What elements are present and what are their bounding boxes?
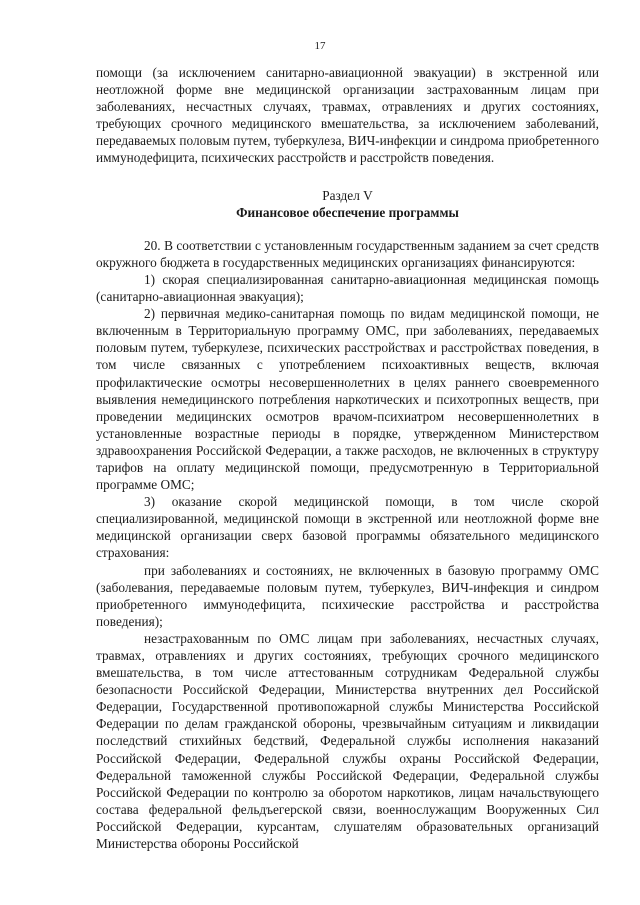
section-subtitle: Финансовое обеспечение программы [236,204,459,220]
document-body [96,64,599,852]
list-item-1: 1) скорая специализированная санитарно-авиационная медицинская помощь (санитарно-авиационная эвакуация); [96,271,599,305]
sub-paragraph-diseases: при заболеваниях и состояниях, не включенных в базовую программу ОМС (заболевания, передаваемые половым путем, туберкулез, ВИЧ-инфекция и синдром приобретенного иммунодефицита, психические расстройства и расстройства поведения); [96,562,599,629]
list-item-2: 2) первичная медико-санитарная помощь по видам медицинской помощи, не включенным в Территориальную программу ОМС, при заболеваниях, передаваемых половым путем, туберкулезе, психических расстройствах и расстройствах поведения, в том числе связанных с употреблением психоактивных веществ, включая профилактические осмотры несовершеннолетних в целях раннего своевременного выявления немедицинского потребления наркотических и психотропных веществ, при проведении медицинских осмотров врачом-психиатром несовершеннолетних в установленные возрастные периоды в порядке, утвержденном Министерством здравоохранения Российской Федерации, а также расходов, не включенных в структуру тарифов на оплату медицинской помощи, предусмотренную в Территориальной программе ОМС; [96,306,599,493]
section-title: Раздел V [322,187,373,203]
sub-paragraph-uninsured: незастрахованным по ОМС лицам при заболеваниях, несчастных случаях, травмах, отравлениях и других состояниях, требующих срочного медицинского вмешательства, в том числе аттестованным сотрудникам Федеральной службы безопасности Российской Федерации, Министерства внутренних дел Российской Федерации, Государственной противопожарной службы Министерства Российской Федерации по делам гражданской обороны, чрезвычайным ситуациям и ликвидации последствий стихийных бедствий, Федеральной службы исполнения наказаний Российской Федерации, Федеральной службы охраны Российской Федерации, Федеральной таможенной службы Российской Федерации, Федеральной службы Российской Федерации по контролю за оборотом наркотиков, лицам начальствующего состава федеральной фельдъегерской связи, военнослужащим Вооруженных Сил Российской Федерации, курсантам, слушателям образовательных организаций Министерства обороны Российской [96,630,599,852]
paragraph-20: 20. В соответствии с установленным государственным заданием за счет средств окружного бюджета в государственных медицинских организациях финансируются: [96,237,599,270]
page-number: 17 [314,40,326,52]
list-item-3: 3) оказание скорой медицинской помощи, в том числе скорой специализированной, медицинской помощи в экстренной или неотложной форме вне медицинской организации сверх базовой программы обязательного медицинского страхования: [96,494,599,561]
paragraph-continuation: помощи (за исключением санитарно-авиационной эвакуации) в экстренной или неотложной форме вне медицинской организации застрахованным лицам при заболеваниях, несчастных случаях, травмах, отравлениях и других состояниях, требующих срочного медицинского вмешательства, за исключением заболеваний, передаваемых половым путем, туберкулеза, ВИЧ-инфекции и синдрома приобретенного иммунодефицита, психических расстройств и расстройств поведения. [96,65,599,166]
